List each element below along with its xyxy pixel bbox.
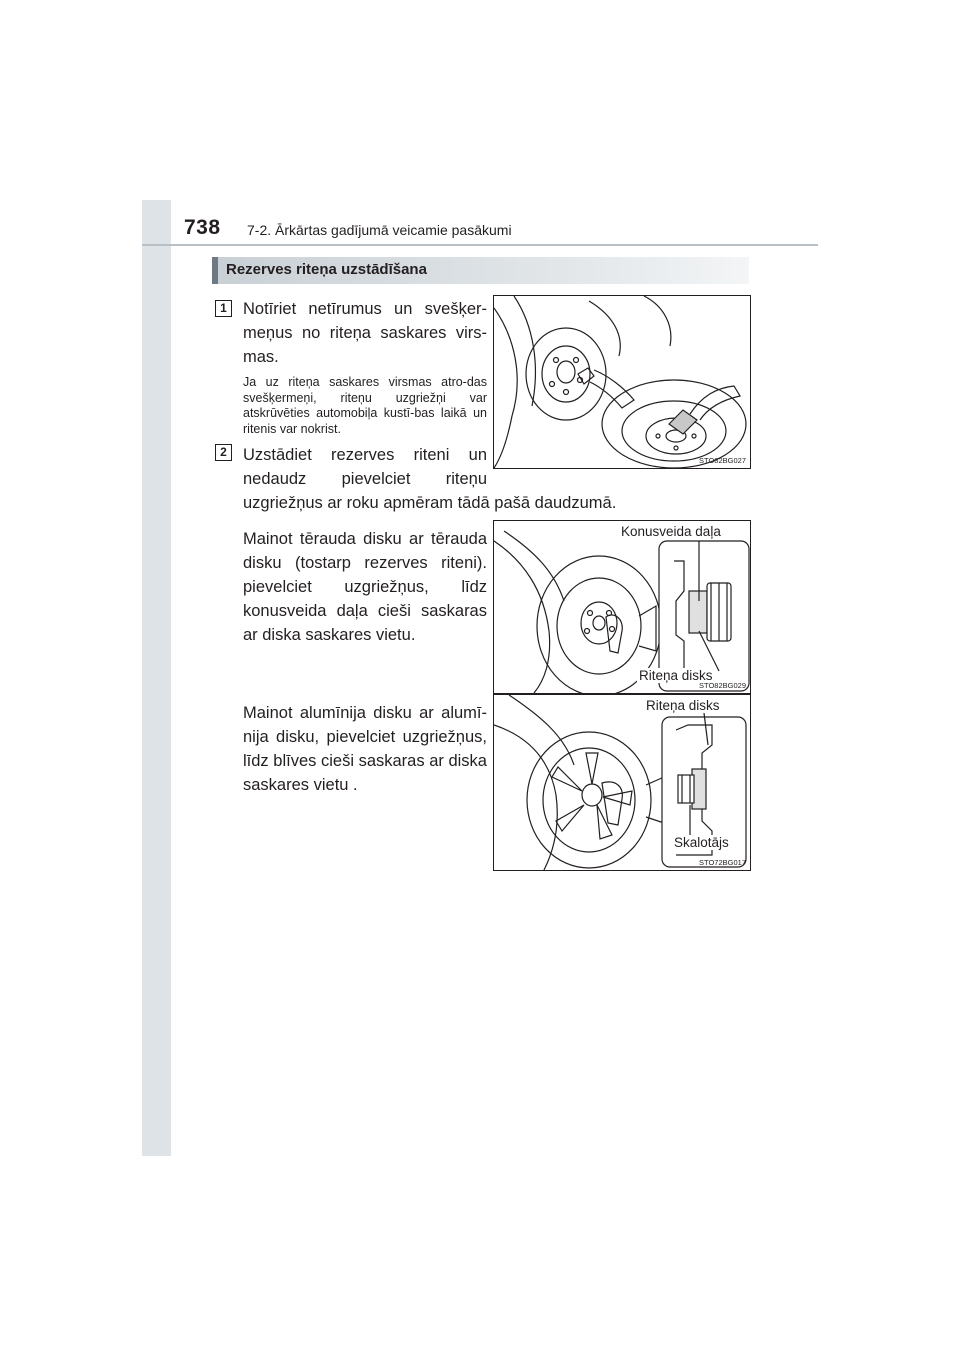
figure-steel-wheel [493, 520, 751, 694]
figure-code: STO82BG027 [699, 456, 746, 465]
alloy-wheel-paragraph: Mainot alumīnija disku ar alumī-nija disku, pievelciet uzgriežņus, līdz blīves cieši saskaras ar diska saskares vietu . [243, 704, 487, 794]
section-header [212, 257, 749, 284]
chapter-title: 7-2. Ārkārtas gadījumā veicamie pasākumi [247, 222, 512, 238]
step-2-text-lead: Uzstādiet rezerves riteni un nedaudz pievelciet riteņu [243, 446, 487, 488]
side-tab-bar [142, 200, 171, 1156]
step-number-1: 1 [215, 300, 232, 317]
step-1-text: Notīriet netīrumus un svešķer-meņus no riteņa saskares virs-mas. [243, 300, 487, 366]
section-title: Rezerves riteņa uzstādīšana [226, 261, 427, 278]
conical-part-label: Konusveida daļa [621, 524, 721, 539]
figure-code: STO82BG029 [699, 681, 746, 690]
step-2-text-tail: uzgriežņus ar roku apmēram tādā pašā daudzumā. [243, 494, 617, 512]
wheel-disc-label: Riteņa disks [639, 668, 713, 683]
washer-label: Skalotājs [674, 835, 729, 850]
page-number: 738 [184, 216, 221, 239]
steel-wheel-paragraph: Mainot tērauda disku ar tērauda disku (tostarp rezerves riteni). pievelciet uzgriežņus, līdz konusveida daļa cieši saskaras ar diska saskares vietu. [243, 530, 487, 644]
figure-alloy-wheel [493, 694, 751, 871]
wheel-disc-label: Riteņa disks [646, 698, 720, 713]
header-rule [142, 244, 818, 246]
step-1-note: Ja uz riteņa saskares virsmas atro-das svešķermeņi, riteņu uzgriežņi var atskrūvēties automobiļa kustī-bas laikā un ritenis var nokrist. [243, 375, 487, 436]
step-number-2: 2 [215, 444, 232, 461]
figure-cleaning-hub [493, 295, 751, 469]
figure-code: STO72BG017 [699, 858, 746, 867]
cleaning-hub-illustration [494, 296, 750, 468]
